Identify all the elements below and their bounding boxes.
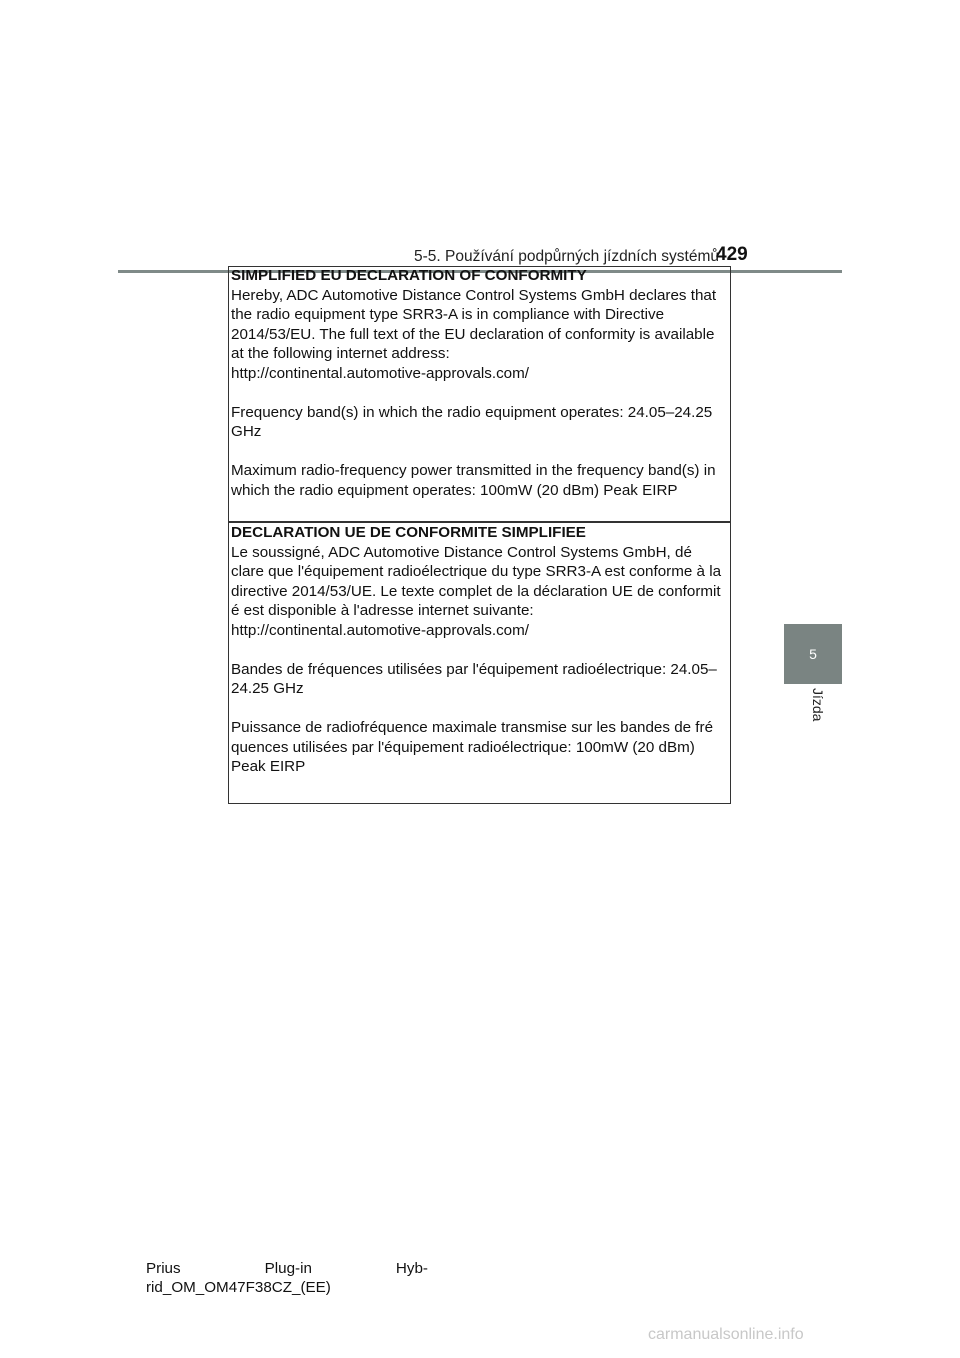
english-text-line: 2014/53/EU. The full text of the EU declaration of conformity is available (231, 325, 715, 343)
french-frequency: 24.25 GHz (231, 680, 304, 697)
french-heading: DECLARATION UE DE CONFORMITE SIMPLIFIEE (231, 524, 586, 541)
english-url: http://continental.automotive-approvals.com/ (231, 364, 530, 382)
french-power: Peak EIRP (231, 758, 306, 775)
english-frequency: Frequency band(s) in which the radio equipment operates: 24.05–24.25 (231, 403, 713, 421)
document-footer (146, 1259, 428, 1297)
french-text-line: clare que l'équipement radioélectrique du type SRR3-A est conforme à la (231, 563, 722, 580)
english-heading: SIMPLIFIED EU DECLARATION OF CONFORMITY (231, 267, 587, 284)
chapter-tab (784, 624, 842, 684)
footer-word: Prius (146, 1260, 181, 1277)
french-url: http://continental.automotive-approvals.com/ (231, 621, 530, 639)
english-declaration (231, 266, 729, 500)
english-text-line: the radio equipment type SRR3-A is in compliance with Directive (231, 306, 665, 323)
english-power: Maximum radio-frequency power transmitted in the frequency band(s) in (231, 462, 716, 479)
english-power: which the radio equipment operates: 100mW (20 dBm) Peak EIRP (231, 481, 678, 499)
french-power: Puissance de radiofréquence maximale transmise sur les bandes de fré (231, 719, 714, 736)
footer-code: rid_OM_OM47F38CZ_(EE) (146, 1279, 331, 1296)
footer-word: Hyb- (395, 1260, 428, 1277)
french-text-line: Le soussigné, ADC Automotive Distance Control Systems GmbH, dé (231, 543, 692, 561)
french-declaration (231, 523, 729, 777)
chapter-label: Jízda (810, 688, 826, 722)
french-text-line: directive 2014/53/UE. Le texte complet de la déclaration UE de conformit (231, 582, 721, 600)
chapter-number: 5 (809, 646, 817, 662)
watermark: carmanualsonline.info (648, 1326, 804, 1343)
footer-word: Plug-in (264, 1260, 312, 1277)
french-text-line: é est disponible à l'adresse internet suivante: (231, 602, 534, 619)
english-text-line: Hereby, ADC Automotive Distance Control Systems GmbH declares that (231, 286, 717, 304)
french-power: quences utilisées par l'équipement radioélectrique: 100mW (20 dBm) (231, 738, 695, 756)
section-title: 5-5. Používání podpůrných jízdních systémů (414, 248, 719, 265)
english-frequency: GHz (231, 423, 262, 440)
french-frequency: Bandes de fréquences utilisées par l'équipement radioélectrique: 24.05– (231, 660, 717, 678)
page-number: 429 (716, 244, 748, 265)
english-text-line: at the following internet address: (231, 345, 450, 362)
